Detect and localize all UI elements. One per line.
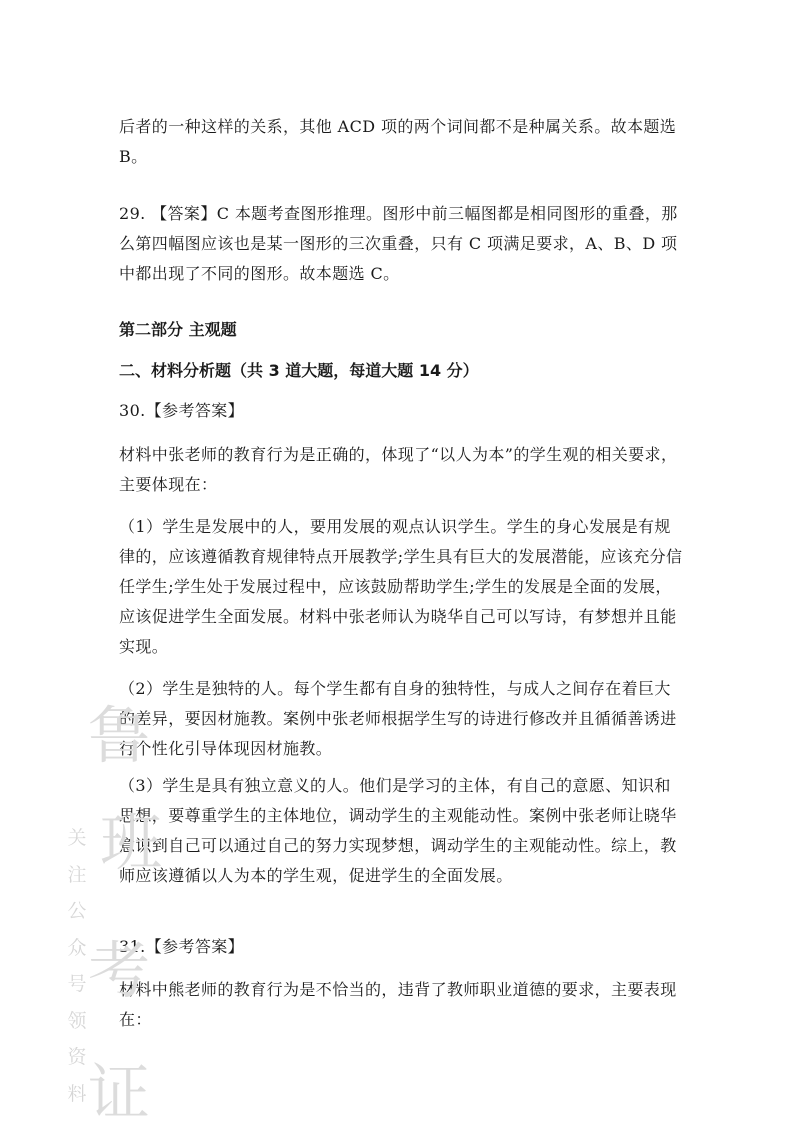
answer-31-label: 31.【参考答案】 [119, 937, 245, 956]
part-two-heading: 第二部分 主观题 [119, 320, 237, 339]
answer-30-label: 30.【参考答案】 [119, 401, 245, 420]
watermark-char: 考 [88, 934, 151, 1007]
answer-30-point-2: （2）学生是独特的人。每个学生都有自身的独特性，与成人之间存在着巨大的差异，要因材施教。案例中张老师根据学生写的诗进行修改并且循循善诱进行个性化引导体现因材施教。 [119, 679, 677, 758]
answer-29: 29. 【答案】C 本题考查图形推理。图形中前三幅图都是相同图形的重叠，那么第四幅图应该也是某一图形的三次重叠，只有 C 项满足要求，A、B、D 项中都出现了不同的图形。故本题选 C。 [119, 204, 678, 283]
watermark-char: 鲁 [88, 699, 151, 772]
watermark-side-text: 关注公众号领资料 [67, 827, 87, 1105]
paragraph-top: 后者的一种这样的关系，其他 ACD 项的两个词间都不是种属关系。故本题选 B。 [119, 117, 677, 166]
answer-31-intro: 材料中熊老师的教育行为是不恰当的，违背了教师职业道德的要求，主要表现在： [119, 980, 677, 1029]
watermark-char: 证 [88, 1056, 151, 1129]
answer-30-point-3: （3）学生是具有独立意义的人。他们是学习的主体，有自己的意愿、知识和思想，要尊重学生的主体地位，调动学生的主观能动性。案例中张老师让晓华意识到自己可以通过自己的努力实现梦想，调动学生的主观能动性。综上，教师应该遵循以人为本的学生观，促进学生的全面发展。 [119, 776, 677, 885]
watermark-char: 班 [100, 806, 163, 879]
answer-30-intro: 材料中张老师的教育行为是正确的，体现了“以人为本”的学生观的相关要求，主要体现在： [119, 445, 678, 494]
answer-30-point-1: （1）学生是发展中的人，要用发展的观点认识学生。学生的身心发展是有规律的，应该遵循教育规律特点开展教学;学生具有巨大的发展潜能，应该充分信任学生;学生处于发展过程中，应该鼓励帮助学生;学生的发展是全面的发展，应该促进学生全面发展。材料中张老师认为晓华自己可以写诗，有梦想并且能实现。 [119, 517, 683, 656]
section-two-heading: 二、材料分析题（共 3 道大题，每道大题 14 分） [119, 361, 479, 380]
